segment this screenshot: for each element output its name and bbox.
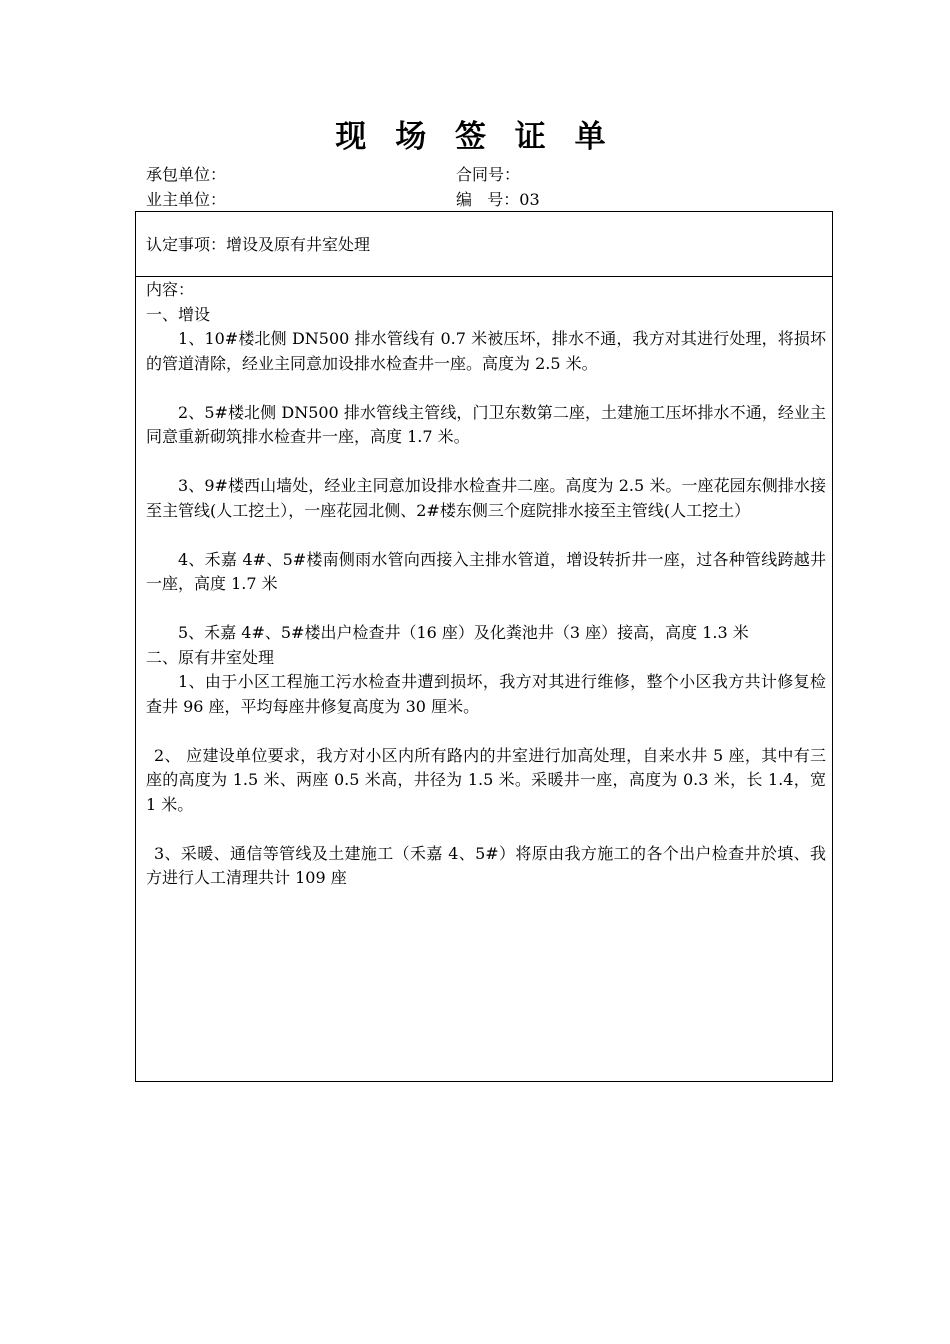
form-table — [135, 211, 833, 1082]
section-1-item-3: 3、9#楼西山墙处，经业主同意加设排水检查井二座。高度为 2.5 米。一座花园东侧排水接至主管线(人工挖土），一座花园北侧、2#楼东侧三个庭院排水接至主管线(人工挖土） — [146, 476, 826, 520]
subject-cell: 认定事项：增设及原有井室处理 — [136, 212, 832, 277]
spacer — [146, 523, 826, 548]
section-2-item-3: 3、采暖、通信等管线及土建施工（禾嘉 4、5#）将原由我方施工的各个出户检查井於填、我方进行人工清理共计 109 座 — [146, 843, 826, 887]
document-title: 现 场 签 证 单 — [335, 119, 615, 155]
header-row-1 — [146, 163, 836, 187]
spacer — [146, 817, 826, 842]
spacer — [146, 376, 826, 401]
contractor-label: 承包单位： — [146, 165, 227, 184]
spacer — [146, 450, 826, 475]
contract-number-label: 合同号： — [456, 165, 521, 184]
spacer — [146, 597, 826, 622]
section-1-item-1: 1、10#楼北侧 DN500 排水管线有 0.7 米被压坏，排水不通，我方对其进行处理，将损坏的管道清除，经业主同意加设排水检查井一座。高度为 2.5 米。 — [146, 329, 826, 373]
section-2-item-2: 2、 应建设单位要求，我方对小区内所有路内的井室进行加高处理，自来水井 5 座，其中有三座的高度为 1.5 米、两座 0.5 米高，井径为 1.5 米。采暖井一座，高度为 0.3 米，长 1.4，宽 1 米。 — [146, 745, 826, 814]
content-heading: 内容： — [146, 280, 195, 299]
section-2-item-1: 1、由于小区工程施工污水检查井遭到损坏，我方对其进行维修，整个小区我方共计修复检查井 96 座，平均每座井修复高度为 30 厘米。 — [146, 672, 826, 716]
section-1-item-4: 4、禾嘉 4#、5#楼南侧雨水管向西接入主排水管道，增设转折井一座，过各种管线跨越井一座，高度 1.7 米 — [146, 549, 826, 593]
section-1-item-5: 5、禾嘉 4#、5#楼出户检查井（16 座）及化粪池井（3 座）接高，高度 1.3 米 — [178, 623, 749, 642]
section-1-item-2: 2、5#楼北侧 DN500 排水管线主管线，门卫东数第二座，土建施工压坏排水不通，经业主同意重新砌筑排水检查井一座，高度 1.7 米。 — [146, 402, 826, 446]
spacer — [146, 719, 826, 744]
section-1-title: 一、增设 — [146, 304, 211, 324]
owner-label: 业主单位： — [146, 190, 227, 209]
header-row-2 — [146, 188, 836, 212]
content-cell — [146, 278, 826, 891]
document-number: 编 号：03 — [456, 190, 540, 209]
section-2-title: 二、原有井室处理 — [146, 647, 275, 667]
